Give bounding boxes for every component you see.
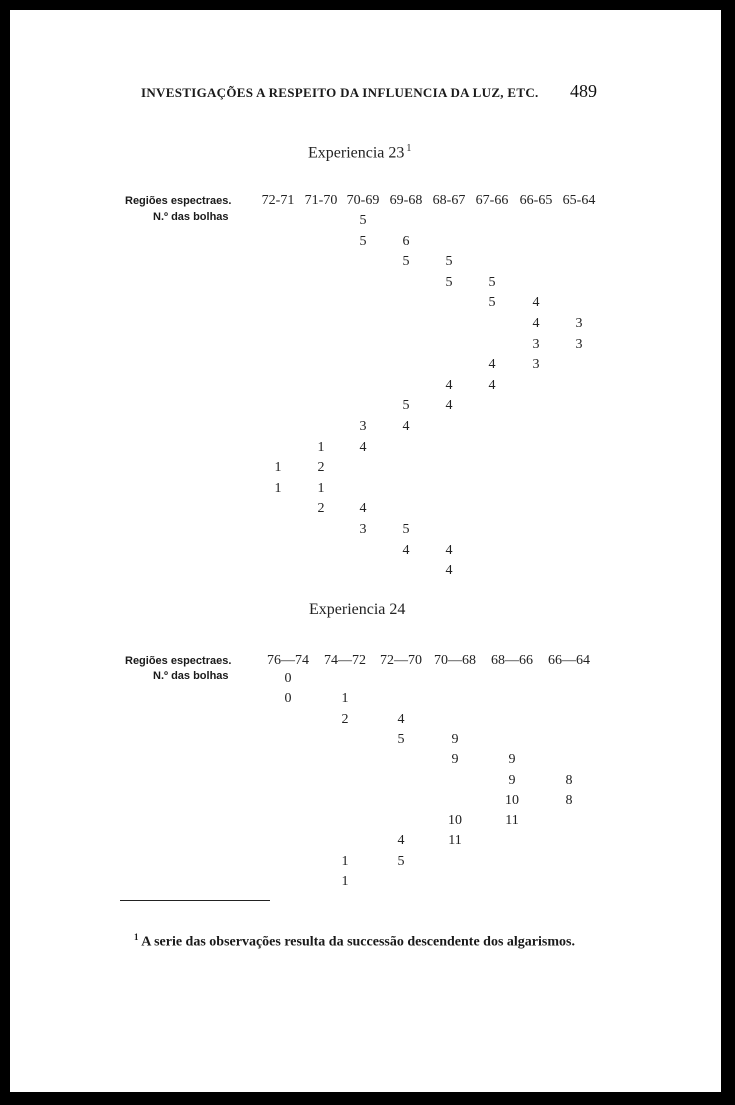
bubbles-label: N.º das bolhas bbox=[153, 670, 229, 682]
table-cell: 4 bbox=[402, 543, 410, 558]
page-number: 489 bbox=[570, 81, 597, 101]
table-cell: 5 bbox=[397, 854, 405, 869]
experiment-title-text: Experiencia 23 bbox=[308, 144, 405, 162]
table-cell: 5 bbox=[359, 213, 367, 228]
table-cell: 0 bbox=[284, 691, 292, 706]
table-cell: 3 bbox=[575, 337, 583, 352]
table-cell: 4 bbox=[488, 378, 496, 393]
table-cell: 4 bbox=[402, 419, 410, 434]
running-head: INVESTIGAÇÕES A RESPEITO DA INFLUENCIA DA LUZ, ETC. bbox=[141, 85, 539, 100]
table-cell: 5 bbox=[402, 254, 410, 269]
table-cell: 4 bbox=[532, 295, 540, 310]
footnote-reference-mark: 1 bbox=[406, 143, 412, 154]
column-header: 76—74 bbox=[267, 653, 309, 668]
column-header: 71-70 bbox=[304, 193, 338, 208]
column-header: 66—64 bbox=[548, 653, 590, 668]
table-cell: 0 bbox=[284, 671, 292, 686]
table-cell: 3 bbox=[532, 357, 540, 372]
table-cell: 8 bbox=[565, 773, 573, 788]
column-header: 70-69 bbox=[346, 193, 380, 208]
book-page bbox=[10, 10, 721, 1092]
table-cell: 3 bbox=[532, 337, 540, 352]
table-cell: 9 bbox=[451, 752, 459, 767]
footnote-text: A serie das observações resulta da successão descendente dos algarismos. bbox=[141, 934, 575, 950]
table-cell: 10 bbox=[505, 793, 519, 808]
experiment-title bbox=[309, 601, 405, 619]
column-header: 74—72 bbox=[324, 653, 366, 668]
table-cell: 1 bbox=[341, 854, 349, 869]
column-header: 66-65 bbox=[519, 193, 553, 208]
table-cell: 5 bbox=[488, 275, 496, 290]
table-cell: 3 bbox=[575, 316, 583, 331]
footnote bbox=[134, 927, 604, 953]
table-cell: 5 bbox=[359, 234, 367, 249]
table-cell: 6 bbox=[402, 234, 410, 249]
column-header: 72—70 bbox=[380, 653, 422, 668]
table-cell: 1 bbox=[274, 481, 282, 496]
table-cell: 1 bbox=[317, 481, 325, 496]
table-cell: 4 bbox=[445, 378, 453, 393]
table-cell: 5 bbox=[488, 295, 496, 310]
table-cell: 2 bbox=[317, 501, 325, 516]
table-cell: 1 bbox=[341, 691, 349, 706]
table-cell: 3 bbox=[359, 419, 367, 434]
table-cell: 5 bbox=[445, 254, 453, 269]
table-cell: 4 bbox=[488, 357, 496, 372]
table-cell: 2 bbox=[317, 460, 325, 475]
regions-label: Regiões espectraes. bbox=[125, 195, 232, 207]
table-cell: 5 bbox=[402, 522, 410, 537]
column-header: 65-64 bbox=[562, 193, 596, 208]
table-cell: 4 bbox=[445, 543, 453, 558]
table-cell: 11 bbox=[505, 813, 519, 828]
table-cell: 5 bbox=[397, 732, 405, 747]
table-cell: 3 bbox=[359, 522, 367, 537]
column-header: 70—68 bbox=[434, 653, 476, 668]
bubbles-label: N.º das bolhas bbox=[153, 211, 229, 223]
table-cell: 4 bbox=[359, 440, 367, 455]
table-cell: 4 bbox=[359, 501, 367, 516]
table-cell: 1 bbox=[317, 440, 325, 455]
table-cell: 11 bbox=[448, 833, 462, 848]
table-cell: 10 bbox=[448, 813, 462, 828]
table-cell: 2 bbox=[341, 712, 349, 727]
footnote-rule bbox=[120, 900, 270, 901]
table-cell: 9 bbox=[508, 773, 516, 788]
experiment-title bbox=[308, 143, 411, 162]
table-cell: 4 bbox=[397, 833, 405, 848]
column-header: 68-67 bbox=[432, 193, 466, 208]
regions-label: Regiões espectraes. bbox=[125, 655, 232, 667]
table-cell: 9 bbox=[451, 732, 459, 747]
table-cell: 1 bbox=[341, 874, 349, 889]
column-header: 67-66 bbox=[475, 193, 509, 208]
table-cell: 5 bbox=[445, 275, 453, 290]
experiment-title-text: Experiencia 24 bbox=[309, 601, 406, 618]
table-cell: 4 bbox=[445, 398, 453, 413]
table-cell: 8 bbox=[565, 793, 573, 808]
table-cell: 4 bbox=[397, 712, 405, 727]
table-cell: 4 bbox=[445, 563, 453, 578]
column-header: 69-68 bbox=[389, 193, 423, 208]
table-cell: 9 bbox=[508, 752, 516, 767]
column-header: 68—66 bbox=[491, 653, 533, 668]
table-cell: 4 bbox=[532, 316, 540, 331]
footnote-mark: 1 bbox=[134, 932, 139, 942]
column-header: 72-71 bbox=[261, 193, 295, 208]
table-cell: 1 bbox=[274, 460, 282, 475]
table-cell: 5 bbox=[402, 398, 410, 413]
